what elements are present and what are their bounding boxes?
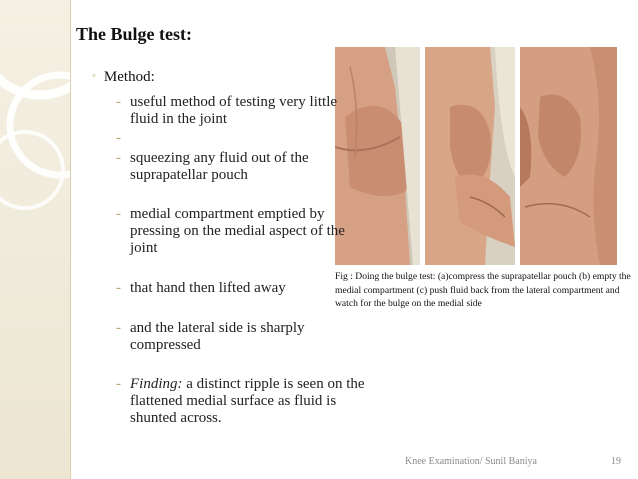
finding-label: Finding: — [130, 376, 183, 392]
list-item-text: squeezing any fluid out of the suprapatellar pouch — [130, 150, 309, 183]
photo-b — [425, 47, 515, 265]
circle-bullet-icon: ◦ — [92, 70, 96, 82]
list-item — [116, 94, 356, 128]
dash-bullet-icon: - — [116, 376, 121, 392]
list-item — [116, 320, 356, 354]
finding-text: a distinct ripple is seen on the flattened medial surface as fluid is shunted across. — [130, 376, 365, 426]
method-label: Method: — [103, 69, 155, 85]
dash-bullet-icon: - — [116, 206, 121, 222]
footer-text: Knee Examination/ Sunil Baniya — [405, 456, 537, 467]
dash-bullet-icon: - — [116, 94, 121, 110]
list-item-text: and the lateral side is sharply compressed — [130, 320, 305, 353]
method-heading — [92, 69, 155, 86]
dash-bullet-icon: - — [116, 280, 121, 296]
slide-title: The Bulge test: — [76, 24, 192, 44]
list-item-text — [130, 376, 371, 427]
list-item — [116, 376, 371, 427]
figure-caption: Fig : Doing the bulge test: (a)compress the suprapatellar pouch (b) empty the medial compartment (c) push fluid back from the lateral compartment and watch for the bulge on the medial side — [335, 271, 631, 309]
list-item-text: useful method of testing very little fluid in the joint — [130, 94, 338, 127]
divider-line — [70, 0, 71, 479]
list-item-text: that hand then lifted away — [130, 280, 286, 296]
dash-bullet-icon: - — [116, 130, 121, 146]
photo-c — [520, 47, 617, 265]
page-number: 19 — [611, 456, 621, 467]
dash-bullet-icon: - — [116, 320, 121, 336]
list-item — [116, 206, 356, 257]
dash-bullet-icon: - — [116, 150, 121, 166]
list-item-text: medial compartment emptied by pressing on the medial aspect of the joint — [130, 206, 345, 256]
list-item — [116, 280, 356, 297]
list-item — [116, 150, 356, 184]
